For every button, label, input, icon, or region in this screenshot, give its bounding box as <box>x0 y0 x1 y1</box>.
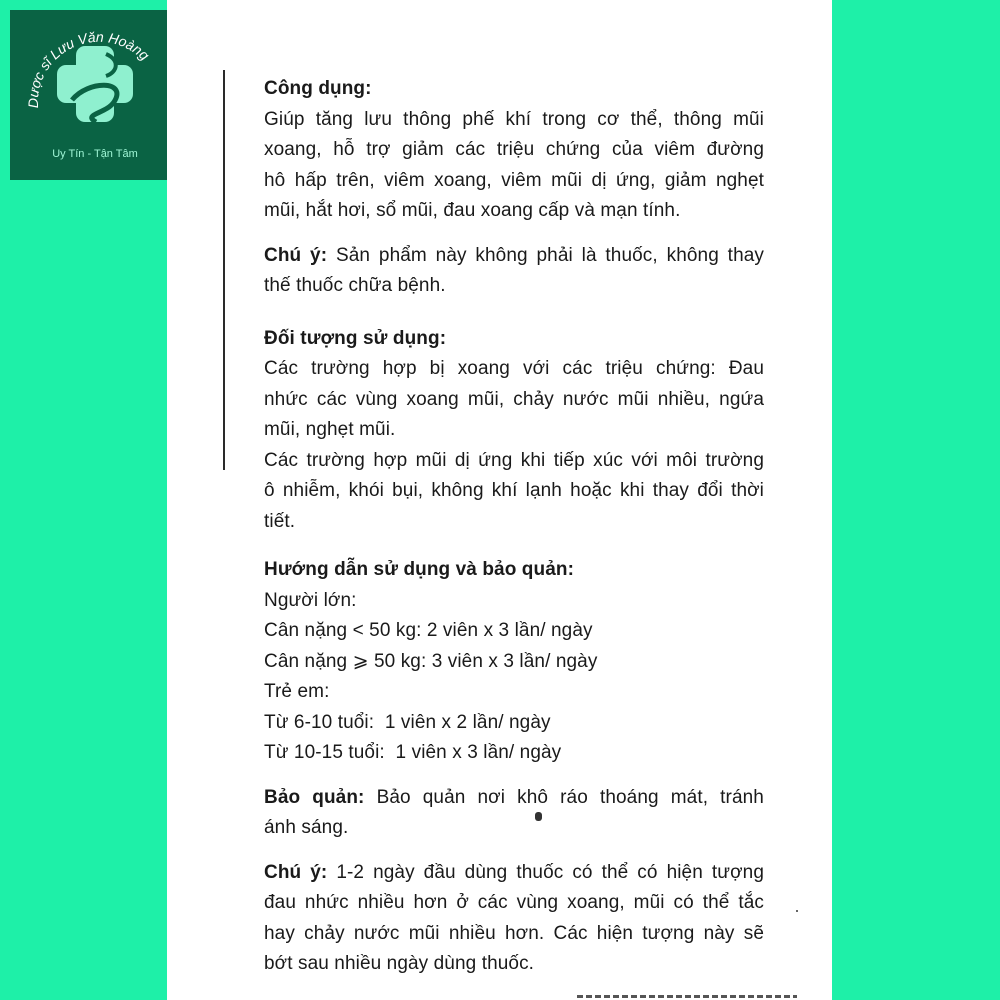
brand-name: Dược sĩ Lưu Văn Hoàng <box>24 28 153 109</box>
text-line: mũi, nghẹt mũi. <box>264 419 396 440</box>
section-label: Chú ý: <box>264 861 328 883</box>
section-label: Bảo quản: <box>264 786 365 808</box>
text-line: Giúp tăng lưu thông phế khí trong cơ thể, thông mũi <box>264 108 764 130</box>
text-line: thế thuốc chữa bệnh. <box>264 275 446 296</box>
text-line: Cân nặng < 50 kg: 2 viên x 3 lần/ ngày <box>264 620 593 641</box>
margin-rule <box>223 70 225 470</box>
section-heading: Hướng dẫn sử dụng và bảo quản: <box>264 559 575 580</box>
text-line: đau nhức nhiều hơn ở các vùng xoang, mũi có thể tắc <box>264 892 764 913</box>
text-line: bớt sau nhiều ngày dùng thuốc. <box>264 953 535 974</box>
text-line <box>264 241 764 272</box>
section-doi-tuong <box>264 324 764 538</box>
brand-tagline: Uy Tín - Tận Tâm <box>52 148 138 160</box>
text-line: Từ 10-15 tuổi: 1 viên x 3 lần/ ngày <box>264 742 562 763</box>
text-line-rest: Bảo quản nơi khô ráo thoáng mát, tránh <box>376 786 764 808</box>
text-line: nhức các vùng xoang mũi, chảy nước mũi nhiều, ngứa <box>264 388 764 410</box>
text-line: Từ 6-10 tuổi: 1 viên x 2 lần/ ngày <box>264 711 551 733</box>
text-line: hô hấp trên, viêm xoang, viêm mũi dị ứng, giảm nghẹt <box>264 169 764 191</box>
text-line: tiết. <box>264 510 296 532</box>
print-speck <box>796 910 798 912</box>
section-heading: Đối tượng sử dụng: <box>264 327 447 349</box>
section-chu-y <box>264 241 764 302</box>
document-body <box>264 74 764 994</box>
text-line: xoang, hỗ trợ giảm các triệu chứng của viêm đường <box>264 139 764 160</box>
text-line: ánh sáng. <box>264 817 349 838</box>
section-heading: Công dụng: <box>264 78 372 99</box>
text-line: ô nhiễm, khói bụi, không khí lạnh hoặc khi thay đổi thời <box>264 480 764 501</box>
text-line: Các trường hợp mũi dị ứng khi tiếp xúc với môi trường <box>264 449 764 471</box>
section-huong-dan <box>264 555 764 769</box>
document-page <box>167 0 832 1000</box>
text-line <box>264 783 764 814</box>
text-line: Trẻ em: <box>264 681 330 702</box>
text-line-rest: Sản phẩm này không phải là thuốc, không thay <box>335 244 764 266</box>
section-chu-y-2 <box>264 858 764 980</box>
section-label: Chú ý: <box>264 244 328 266</box>
bottom-rule <box>577 995 797 998</box>
section-bao-quan <box>264 783 764 844</box>
text-line-rest: 1-2 ngày đầu dùng thuốc có thể có hiện tượng <box>336 861 764 883</box>
brand-logo <box>10 10 180 180</box>
text-line: mũi, hắt hơi, sổ mũi, đau xoang cấp và mạn tính. <box>264 200 681 221</box>
section-cong-dung <box>264 74 764 227</box>
text-line: Người lớn: <box>264 589 357 611</box>
text-line <box>264 858 764 889</box>
text-line: hay chảy nước mũi nhiều hơn. Các hiện tượng này sẽ <box>264 922 764 944</box>
text-line: Các trường hợp bị xoang với các triệu chứng: Đau <box>264 358 764 379</box>
text-line: Cân nặng ⩾ 50 kg: 3 viên x 3 lần/ ngày <box>264 650 598 672</box>
